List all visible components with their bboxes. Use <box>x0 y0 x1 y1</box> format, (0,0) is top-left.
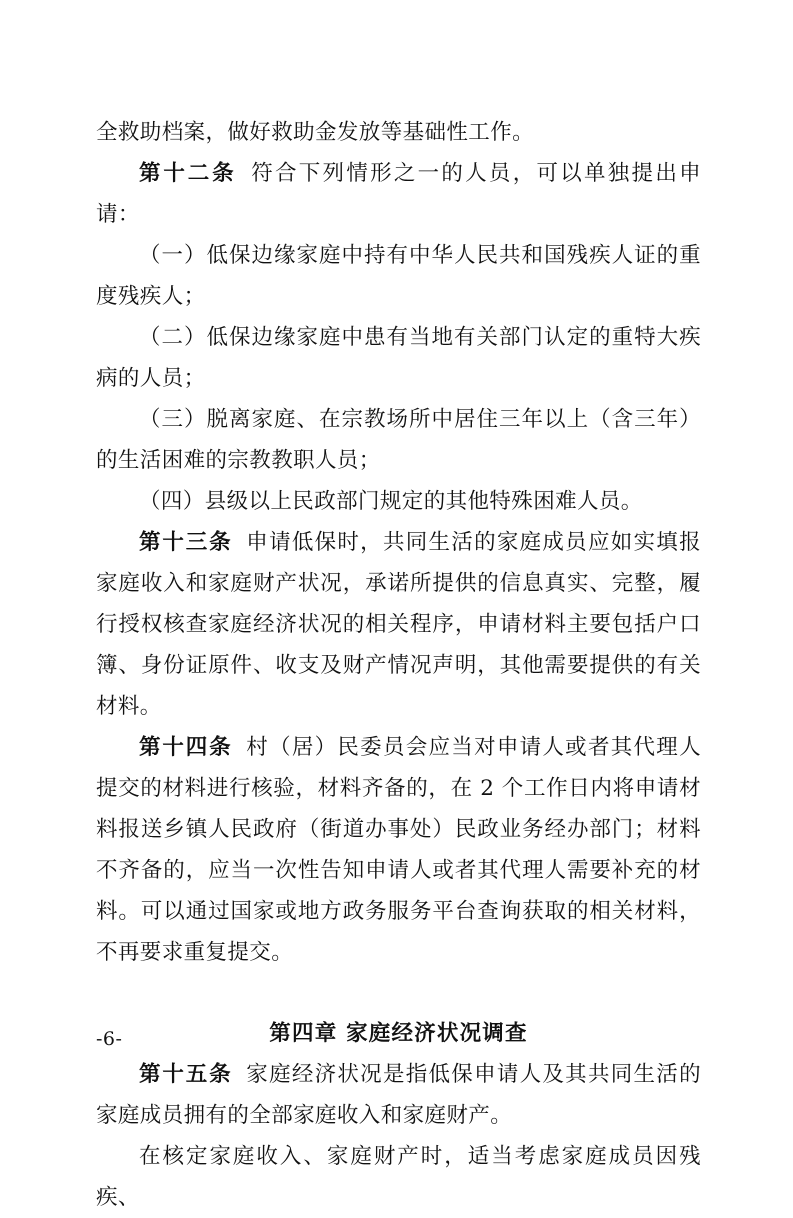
body-paragraph: 全救助档案，做好救助金发放等基础性工作。 <box>96 120 535 145</box>
article-text: 符合下列情形之一的人员，可以单独提出申请： <box>96 161 701 227</box>
page-number: -6- <box>96 1028 123 1050</box>
article-label: 第十四条 <box>139 735 233 760</box>
article-paragraph <box>96 727 701 973</box>
article-paragraph <box>96 153 701 235</box>
document-body <box>96 112 701 1218</box>
body-paragraph: （一）低保边缘家庭中持有中华人民共和国残疾人证的重度残疾人； <box>96 243 701 309</box>
chapter-title: 第四章 家庭经济状况调查 <box>269 1021 528 1046</box>
article-text: 村（居）民委员会应当对申请人或者其代理人提交的材料进行核验，材料齐备的，在 2 个工作日内将申请材料报送乡镇人民政府（街道办事处）民政业务经办部门；材料不齐备的，应当一次性告知申请人或者其代理人需要补充的材料。可以通过国家或地方政务服务平台查询获取的相关材料，不再要求重复提交。 <box>96 735 701 965</box>
article-paragraph <box>96 522 701 727</box>
body-paragraph: 在核定家庭收入、家庭财产时，适当考虑家庭成员因残疾、 <box>96 1144 701 1210</box>
article-label: 第十二条 <box>139 161 237 186</box>
article-label: 第十五条 <box>139 1062 233 1087</box>
article-paragraph <box>96 1054 701 1136</box>
article-text: 申请低保时，共同生活的家庭成员应如实填报家庭收入和家庭财产状况，承诺所提供的信息真实、完整，履行授权核查家庭经济状况的相关程序，申请材料主要包括户口簿、身份证原件、收支及财产情况声明，其他需要提供的有关材料。 <box>96 530 701 719</box>
article-label: 第十三条 <box>139 530 233 555</box>
body-paragraph: （二）低保边缘家庭中患有当地有关部门认定的重特大疾病的人员； <box>96 325 701 391</box>
article-text: 家庭经济状况是指低保申请人及其共同生活的家庭成员拥有的全部家庭收入和家庭财产。 <box>96 1062 701 1128</box>
chapter-spacer <box>96 973 701 1013</box>
body-paragraph: （三）脱离家庭、在宗教场所中居住三年以上（含三年）的生活困难的宗教教职人员； <box>96 407 701 473</box>
body-paragraph: （四）县级以上民政部门规定的其他特殊困难人员。 <box>139 489 643 514</box>
